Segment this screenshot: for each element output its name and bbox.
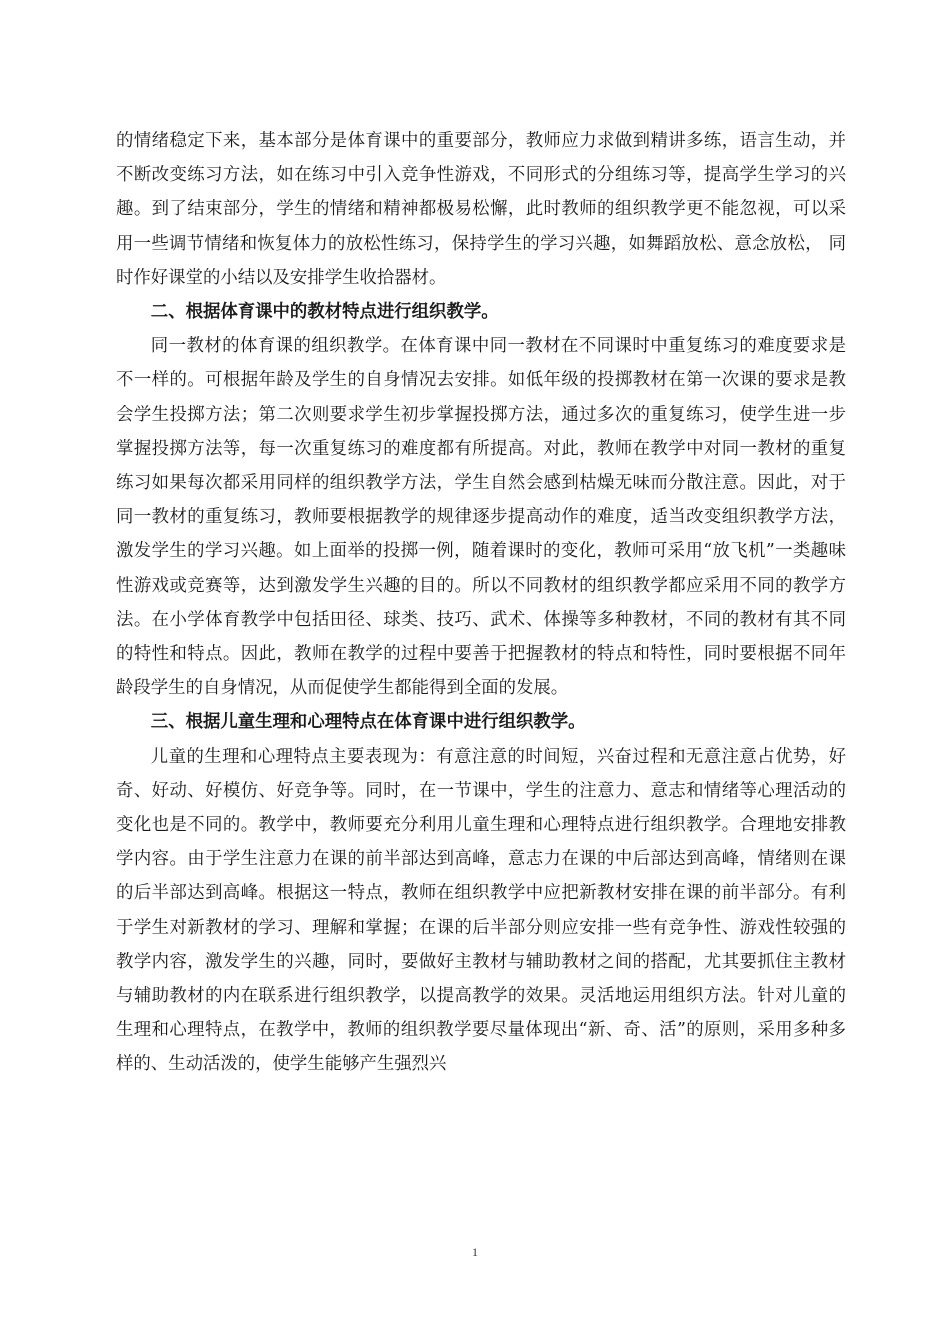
body-paragraph-1: 的情绪稳定下来，基本部分是体育课中的重要部分，教师应力求做到精讲多练，语言生动，并不断改变练习方法，如在练习中引入竞争性游戏，不同形式的分组练习等，提高学生学习的兴趣。到了结束部分，学生的情绪和精神都极易松懈，此时教师的组织教学更不能忽视，可以采用一些调节情绪和恢复体力的放松性练习，保持学生的学习兴趣，如舞蹈放松、意念放松， 同时作好课堂的小结以及安排学生收拾器材。 — [116, 131, 846, 288]
body-paragraph-2: 同一教材的体育课的组织教学。在体育课中同一教材在不同课时中重复练习的难度要求是不一样的。可根据年龄及学生的自身情况去安排。如低年级的投掷教材在第一次课的要求是教会学生投掷方法；第二次则要求学生初步掌握投掷方法，通过多次的重复练习，使学生进一步掌握投掷方法等，每一次重复练习的难度都有所提高。对此，教师在教学中对同一教材的重复练习如果每次都采用同样的组织教学方法，学生自然会感到枯燥无味而分散注意。因此，对于同一教材的重复练习，教师要根据教学的规律逐步提高动作的难度，适当改变组织教学方法，激发学生的学习兴趣。如上面举的投掷一例，随着课时的变化，教师可采用“放飞机”一类趣味性游戏或竞赛等，达到激发学生兴趣的目的。所以不同教材的组织教学都应采用不同的教学方法。在小学体育教学中包括田径、球类、技巧、武术、体操等多种教材，不同的教材有其不同的特性和特点。因此，教师在教学的过程中要善于把握教材的特点和特性，同时要根据不同年龄段学生的自身情况，从而促使学生都能得到全面的发展。 — [116, 336, 846, 699]
body-paragraph-3: 儿童的生理和心理特点主要表现为：有意注意的时间短，兴奋过程和无意注意占优势，好奇、好动、好模仿、好竞争等。同时，在一节课中，学生的注意力、意志和情绪等心理活动的变化也是不同的。教学中，教师要充分利用儿童生理和心理特点进行组织教学。合理地安排教学内容。由于学生注意力在课的前半部达到高峰，意志力在课的中后部达到高峰，情绪则在课的后半部达到高峰。根据这一特点，教师在组织教学中应把新教材安排在课的前半部分。有利于学生对新教材的学习、理解和掌握；在课的后半部分则应安排一些有竞争性、游戏性较强的教学内容，激发学生的兴趣，同时，要做好主教材与辅助教材之间的搭配，尤其要抓住主教材与辅助教材的内在联系进行组织教学，以提高教学的效果。灵活地运用组织方法。针对儿童的生理和心理特点，在教学中，教师的组织教学要尽量体现出“新、奇、活”的原则，采用多种多样的、生动活泼的，使学生能够产生强烈兴 — [116, 746, 846, 1075]
section-heading-2: 二、根据体育课中的教材特点进行组织教学。 — [150, 302, 499, 323]
document-page — [116, 124, 846, 1082]
section-heading-3: 三、根据儿童生理和心理特点在体育课中进行组织教学。 — [150, 712, 586, 733]
page-number: 1 — [472, 1245, 478, 1259]
